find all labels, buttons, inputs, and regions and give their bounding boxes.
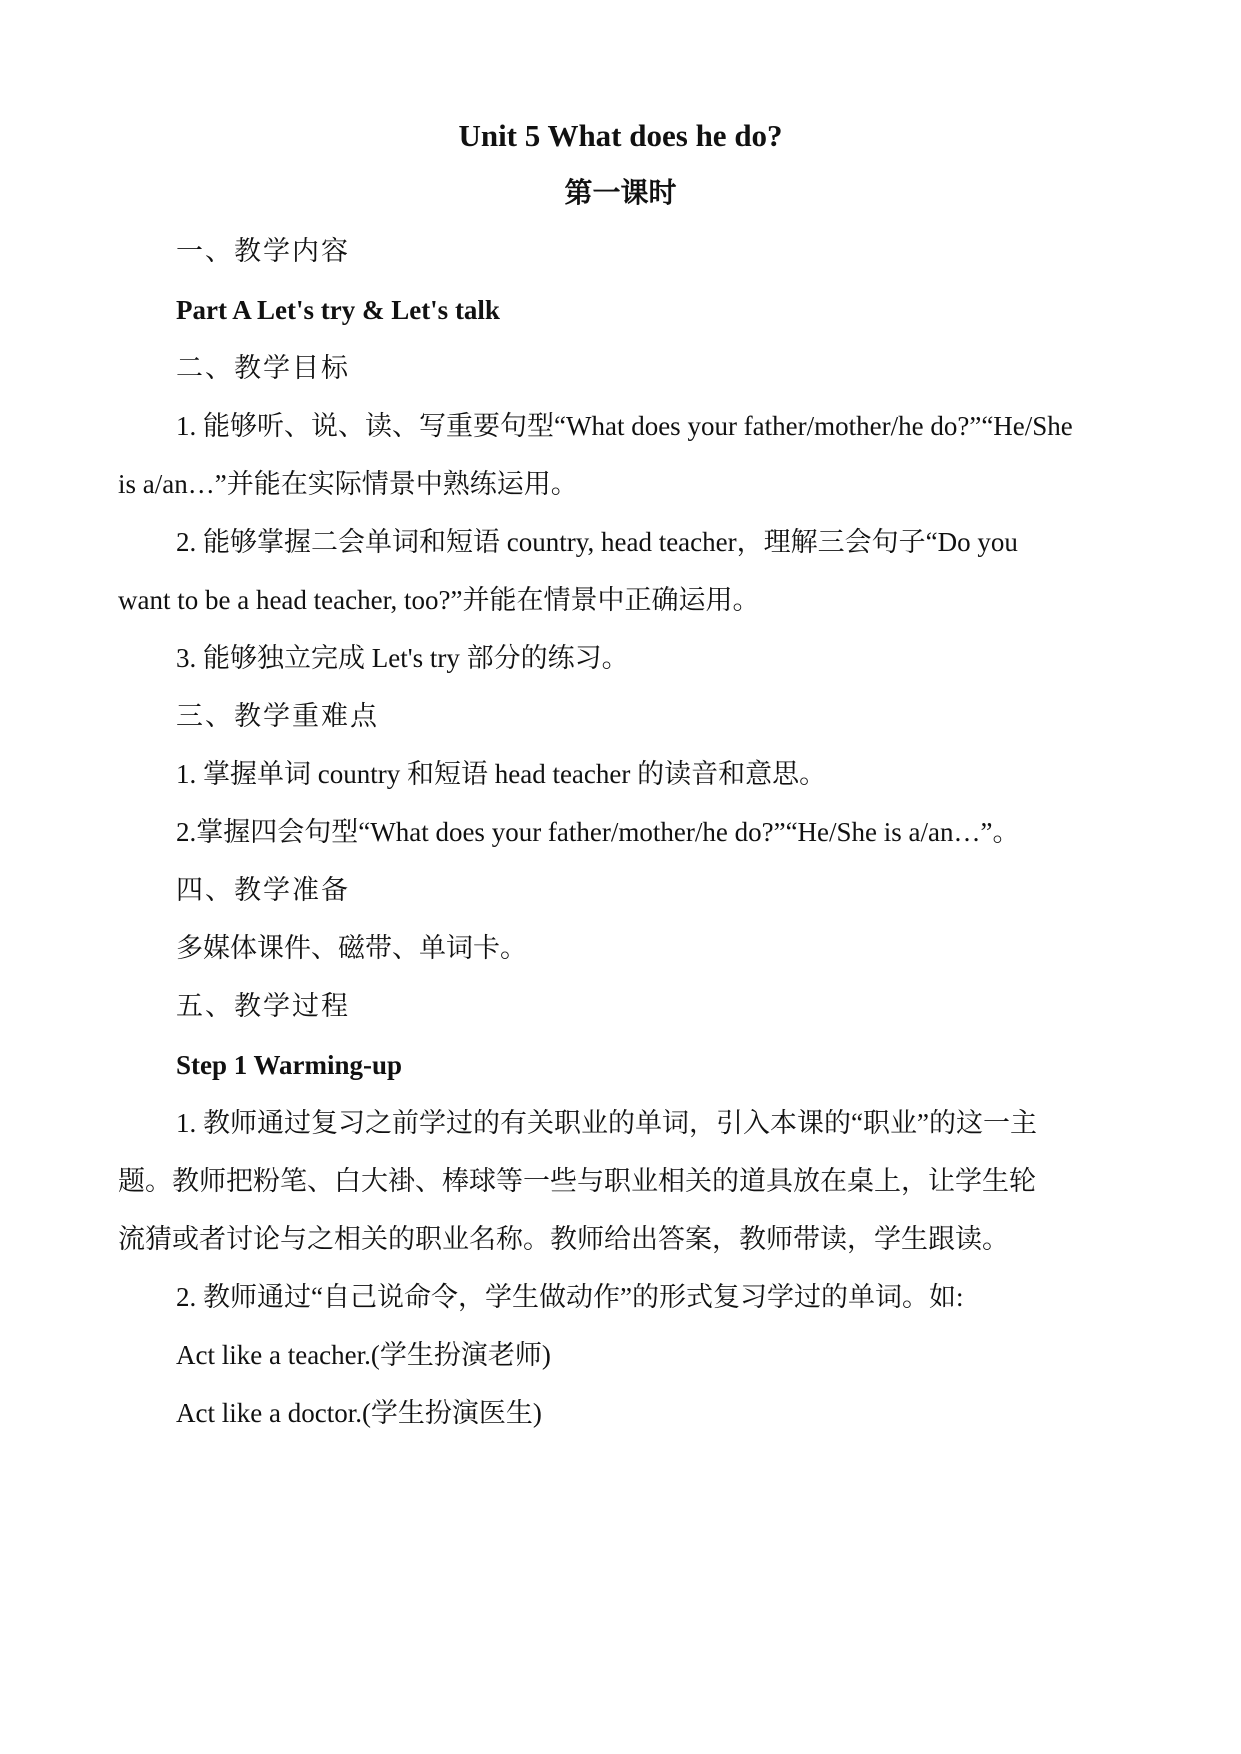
content-part-label: Part A Let's try & Let's talk	[176, 295, 500, 325]
lesson-subtitle: 第一课时	[564, 178, 677, 209]
preparation-text: 多媒体课件、磁带、单词卡。	[176, 933, 527, 963]
step-1-paragraph-1-line-3: 流猜或者讨论与之相关的职业名称。教师给出答案，教师带读，学生跟读。	[118, 1224, 1009, 1254]
objective-1-line-1: 1. 能够听、说、读、写重要句型“What does your father/mother/he do?”“He/She	[176, 411, 1073, 441]
example-line-2: Act like a doctor.(学生扮演医生)	[176, 1398, 542, 1428]
example-line-1: Act like a teacher.(学生扮演老师)	[176, 1340, 551, 1370]
step-1-paragraph-2: 2. 教师通过“自己说命令，学生做动作”的形式复习学过的单词。如:	[176, 1282, 964, 1312]
objective-3: 3. 能够独立完成 Let's try 部分的练习。	[176, 643, 629, 673]
step-1-paragraph-1-line-2: 题。教师把粉笔、白大褂、棒球等一些与职业相关的道具放在桌上，让学生轮	[118, 1166, 1036, 1196]
section-heading-keypoints: 三、教学重难点	[176, 701, 379, 731]
section-heading-objectives: 二、教学目标	[176, 353, 350, 383]
step-1-heading: Step 1 Warming-up	[176, 1050, 403, 1080]
section-heading-preparation: 四、教学准备	[176, 875, 350, 905]
objective-1-line-2: is a/an…”并能在实际情景中熟练运用。	[118, 469, 578, 499]
section-heading-process: 五、教学过程	[176, 991, 350, 1021]
section-heading-content: 一、教学内容	[176, 236, 350, 266]
objective-2-line-1: 2. 能够掌握二会单词和短语 country, head teacher，理解三会句子“Do you	[176, 527, 1018, 557]
keypoint-1: 1. 掌握单词 country 和短语 head teacher 的读音和意思。	[176, 759, 827, 789]
document-title: Unit 5 What does he do?	[458, 118, 783, 153]
objective-2-line-2: want to be a head teacher, too?”并能在情景中正确运用。	[118, 585, 760, 615]
step-1-paragraph-1-line-1: 1. 教师通过复习之前学过的有关职业的单词，引入本课的“职业”的这一主	[176, 1108, 1037, 1138]
keypoint-2: 2.掌握四会句型“What does your father/mother/he do?”“He/She is a/an…”。	[176, 817, 1020, 847]
